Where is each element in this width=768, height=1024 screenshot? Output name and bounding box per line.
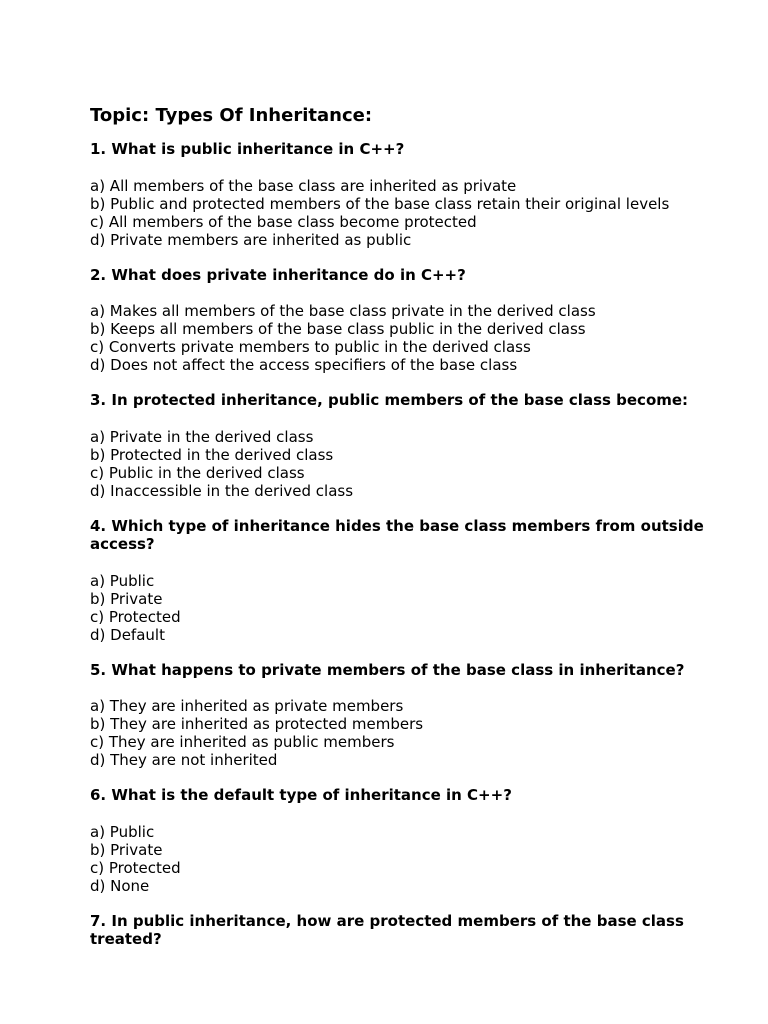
question-text: 7. In public inheritance, how are protected members of the base class treated? [90, 911, 684, 948]
option-item: d) They are not inherited [90, 751, 278, 769]
page-title: Topic: Types Of Inheritance: [90, 105, 373, 126]
option-item: d) Default [90, 625, 165, 644]
option-list [90, 823, 710, 895]
option-item: c) Converts private members to public in the derived class [90, 338, 531, 356]
question-1 [90, 140, 710, 249]
option-list [90, 177, 710, 249]
option-item: a) Private in the derived class [90, 427, 314, 446]
option-list [90, 302, 710, 374]
option-item: d) None [90, 876, 150, 895]
question-7 [90, 912, 710, 949]
option-item: d) Inaccessible in the derived class [90, 481, 354, 500]
question-5 [90, 661, 710, 770]
document-page [90, 104, 710, 967]
question-text: 1. What is public inheritance in C++? [90, 140, 405, 158]
option-item: a) Public [90, 822, 155, 841]
question-text: 6. What is the default type of inheritance in C++? [90, 786, 512, 804]
option-item: c) All members of the base class become protected [90, 212, 477, 231]
question-text: 2. What does private inheritance do in C++? [90, 265, 466, 284]
question-6 [90, 786, 710, 895]
question-text: 5. What happens to private members of the base class in inheritance? [90, 660, 685, 679]
option-item: b) Keeps all members of the base class public in the derived class [90, 320, 586, 338]
question-2 [90, 266, 710, 375]
option-item: b) They are inherited as protected members [90, 715, 424, 733]
option-list [90, 428, 710, 500]
option-item: c) They are inherited as public members [90, 733, 395, 751]
option-item: a) Makes all members of the base class private in the derived class [90, 302, 596, 320]
option-item: b) Private [90, 840, 163, 859]
option-list [90, 697, 710, 769]
question-4 [90, 517, 710, 644]
option-item: b) Protected in the derived class [90, 445, 334, 464]
option-item: a) All members of the base class are inherited as private [90, 176, 517, 195]
option-item: d) Private members are inherited as public [90, 230, 412, 249]
question-text: 4. Which type of inheritance hides the base class members from outside access? [90, 516, 704, 553]
option-item: a) They are inherited as private members [90, 697, 404, 715]
option-item: d) Does not affect the access specifiers of the base class [90, 356, 518, 374]
option-item: c) Protected [90, 858, 181, 877]
option-list [90, 572, 710, 644]
question-3 [90, 391, 710, 500]
option-item: b) Private [90, 589, 163, 608]
question-text: 3. In protected inheritance, public members of the base class become: [90, 391, 689, 409]
option-item: c) Protected [90, 607, 181, 626]
option-item: c) Public in the derived class [90, 463, 305, 482]
option-item: a) Public [90, 571, 155, 590]
option-item: b) Public and protected members of the base class retain their original levels [90, 194, 670, 213]
